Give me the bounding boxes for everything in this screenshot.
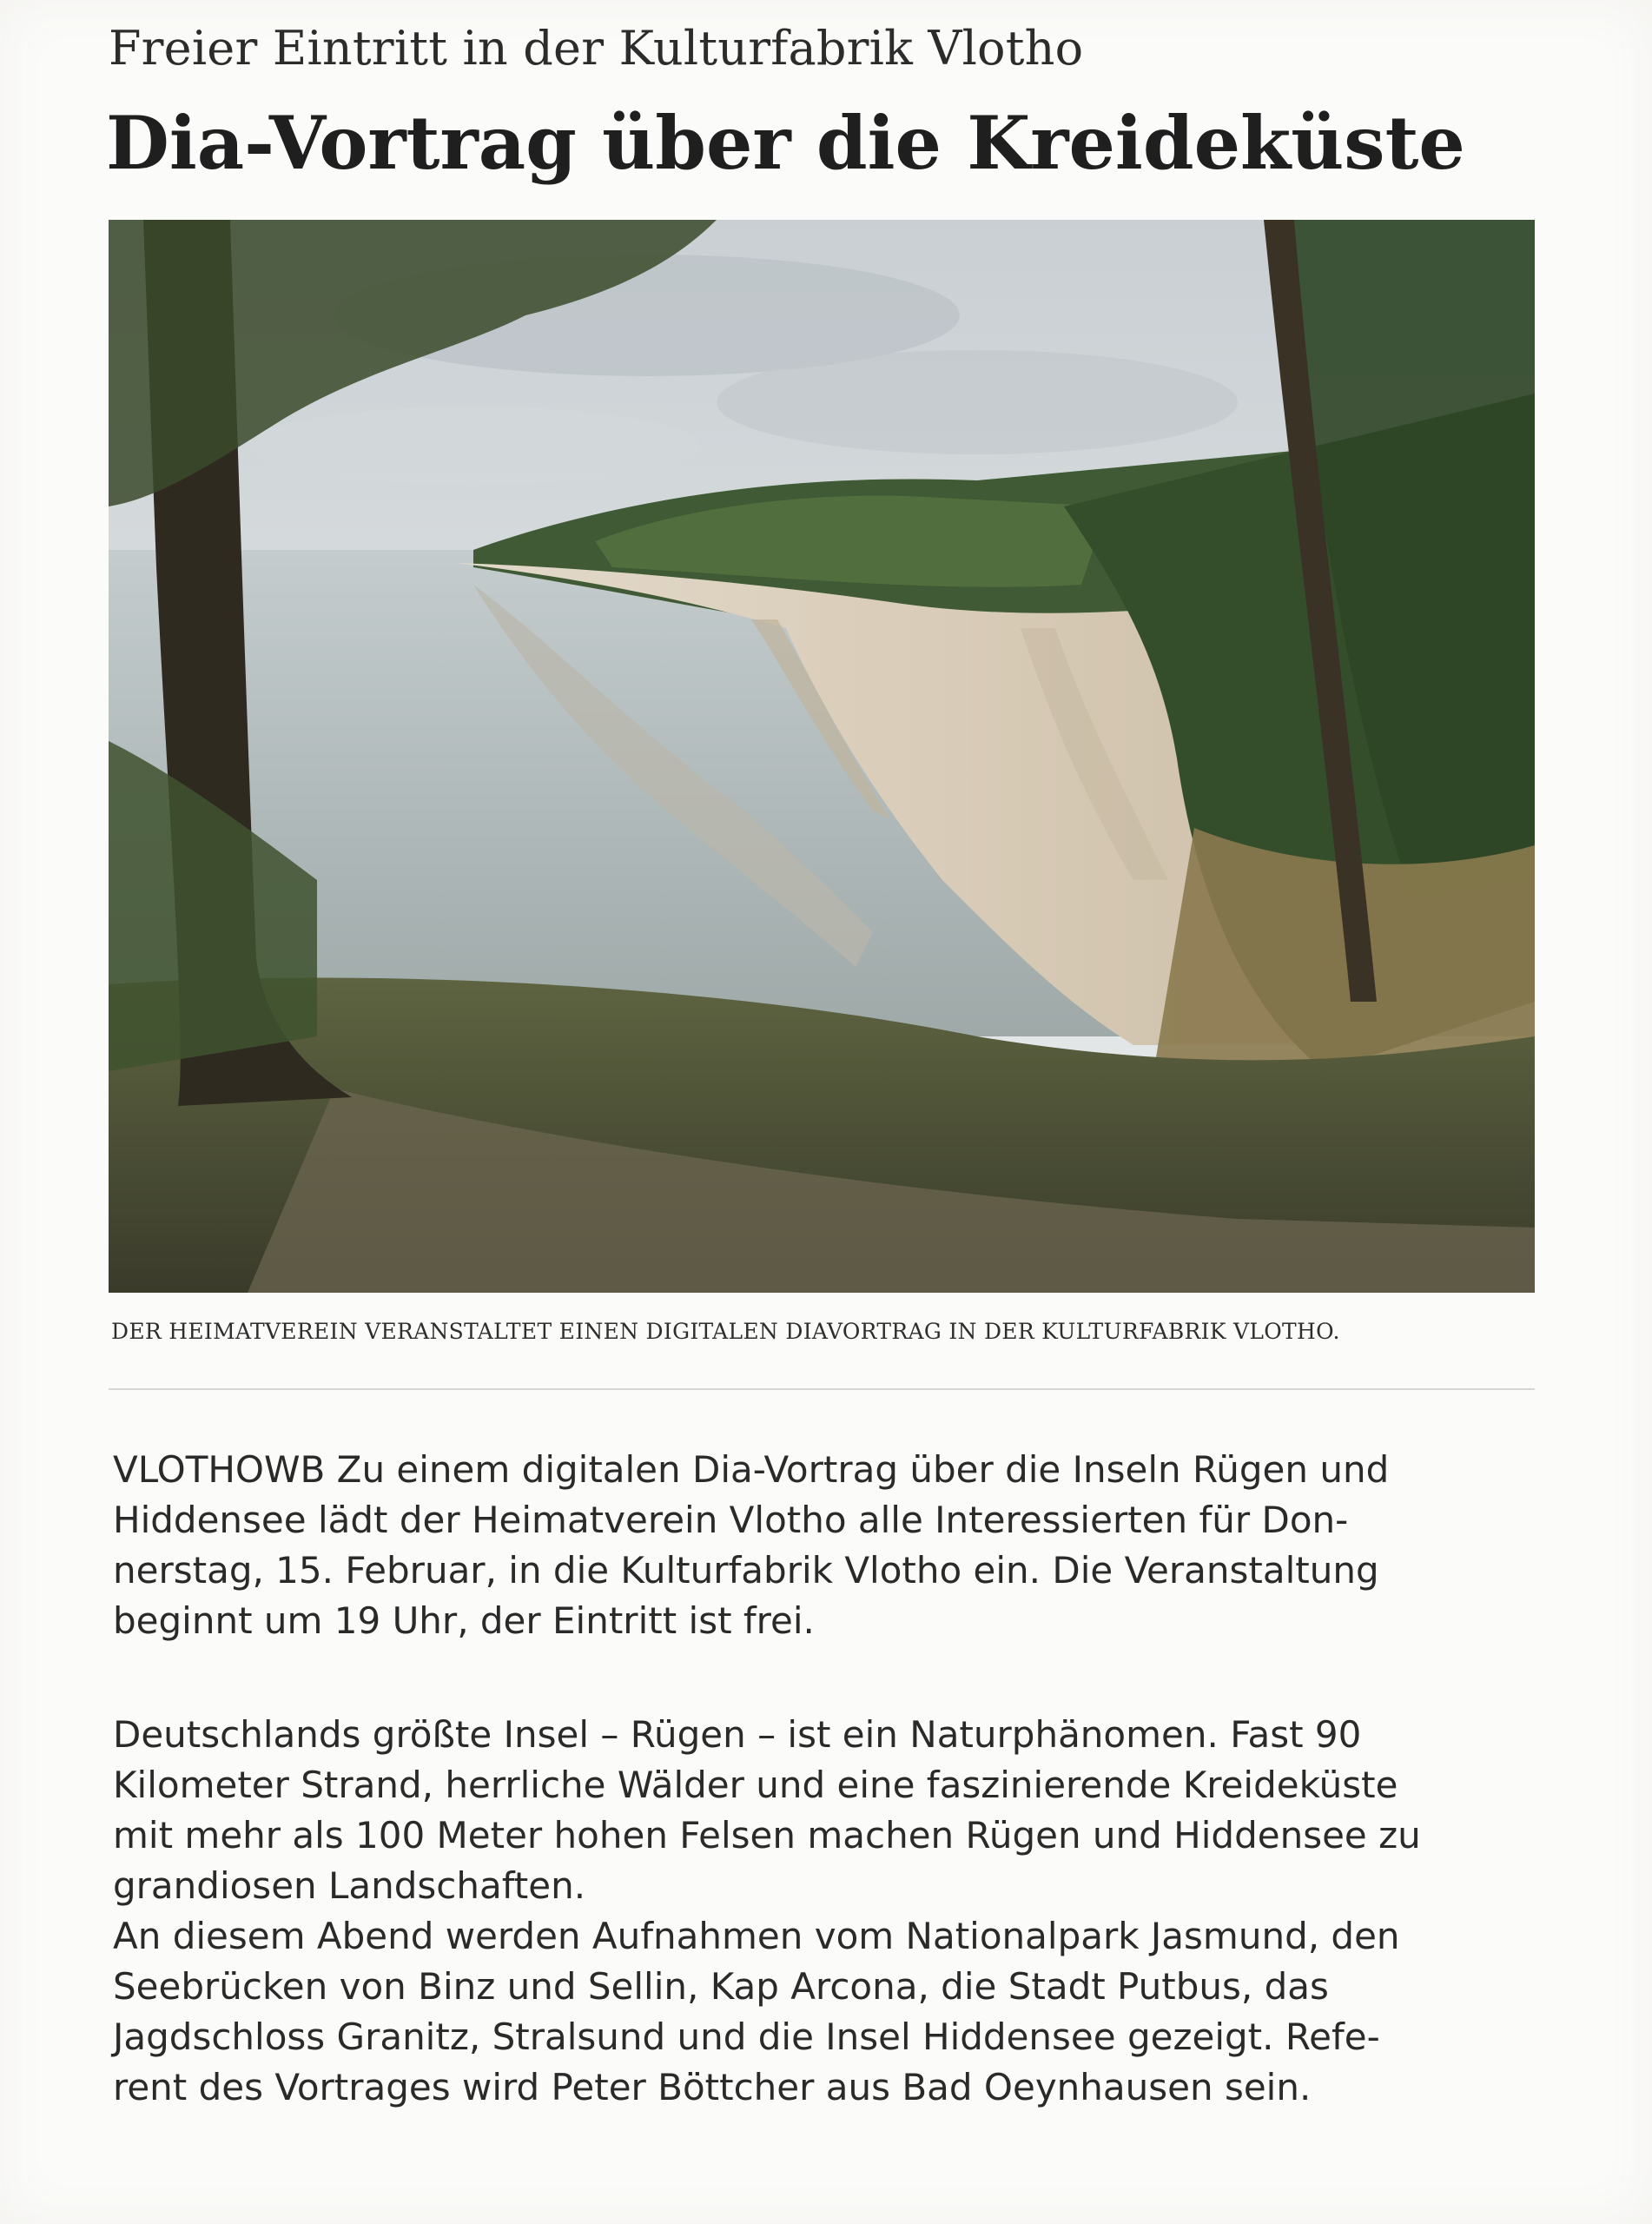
text-line: mit mehr als 100 Meter hohen Felsen machen Rügen und Hiddensee zu (113, 1814, 1421, 1857)
text-line: beginnt um 19 Uhr, der Eintritt ist frei. (113, 1599, 815, 1642)
paragraph-island (113, 1710, 1537, 1911)
text-line: nerstag, 15. Februar, in die Kulturfabrik Vlotho ein. Die Veranstaltung (113, 1549, 1379, 1592)
text-line: Seebrücken von Binz und Sellin, Kap Arcona, die Stadt Putbus, das (113, 1965, 1329, 2008)
paragraph-intro (113, 1445, 1537, 1646)
text-line: grandiosen Landschaften. (113, 1864, 586, 1907)
chalk-cliff-illustration (109, 220, 1535, 1293)
article-kicker: Freier Eintritt in der Kulturfabrik Vlotho (109, 21, 1084, 76)
text-line: VLOTHOWB Zu einem digitalen Dia-Vortrag über die Inseln Rügen und (113, 1448, 1390, 1491)
article-headline: Dia-Vortrag über die Kreideküste (106, 100, 1465, 186)
text-line: An diesem Abend werden Aufnahmen vom Nationalpark Jasmund, den (113, 1915, 1400, 1957)
text-line: Kilometer Strand, herrliche Wälder und eine faszinierende Kreideküste (113, 1764, 1398, 1806)
article-photo (109, 220, 1535, 1293)
photo-caption: DER HEIMATVEREIN VERANSTALTET EINEN DIGITALEN DIAVORTRAG IN DER KULTURFABRIK VLOTHO. (111, 1319, 1340, 1344)
paragraph-evening (113, 1911, 1537, 2113)
text-line: rent des Vortrages wird Peter Böttcher aus Bad Oeynhausen sein. (113, 2066, 1312, 2108)
text-line: Deutschlands größte Insel – Rügen – ist ein Naturphänomen. Fast 90 (113, 1713, 1362, 1756)
text-line: Hiddensee lädt der Heimatverein Vlotho alle Interessierten für Don- (113, 1499, 1349, 1541)
text-line: Jagdschloss Granitz, Stralsund und die Insel Hiddensee gezeigt. Refe- (113, 2016, 1380, 2058)
caption-divider (109, 1388, 1535, 1390)
